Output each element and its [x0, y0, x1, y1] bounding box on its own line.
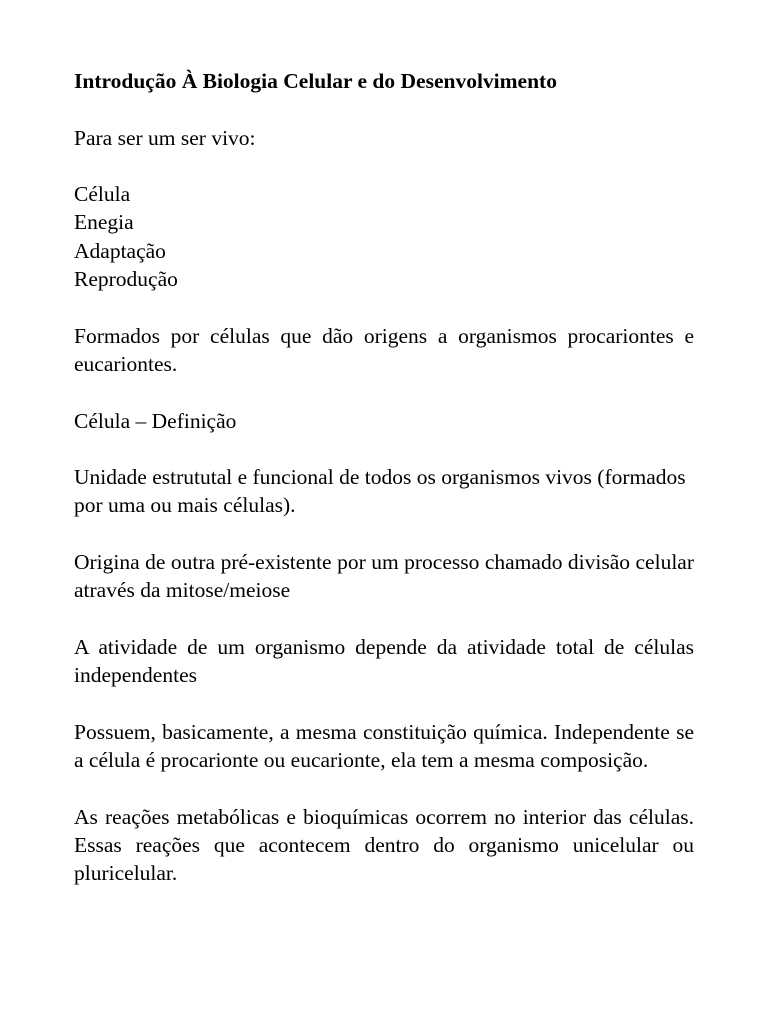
section-heading-celula-definicao: Célula – Definição — [74, 408, 237, 433]
document-title: Introdução À Biologia Celular e do Desenvolvimento — [74, 69, 557, 93]
list-item: Célula — [74, 182, 131, 207]
list-item: Reprodução — [74, 267, 178, 292]
paragraph-origina: Origina de outra pré-existente por um processo chamado divisão celular através da mitose/meiose — [74, 550, 694, 603]
document-page — [74, 67, 694, 916]
list-item: Adaptação — [74, 238, 166, 263]
paragraph-atividade: A atividade de um organismo depende da atividade total de células independentes — [74, 634, 694, 688]
paragraph-unidade: Unidade estrututal e funcional de todos os organismos vivos (formados por uma ou mais células). — [74, 465, 686, 518]
intro-line: Para ser um ser vivo: — [74, 125, 256, 150]
paragraph-possuem: Possuem, basicamente, a mesma constituição química. Independente se a célula é procarionte ou eucarionte, ela tem a mesma composição. — [74, 719, 694, 773]
list-item: Enegia — [74, 210, 134, 235]
paragraph-reacoes: As reações metabólicas e bioquímicas ocorrem no interior das células. Essas reações que acontecem dentro do organismo unicelular ou pluricelular. — [74, 804, 694, 886]
paragraph-formados: Formados por células que dão origens a organismos procariontes e eucariontes. — [74, 323, 694, 376]
requirements-list — [74, 180, 694, 293]
